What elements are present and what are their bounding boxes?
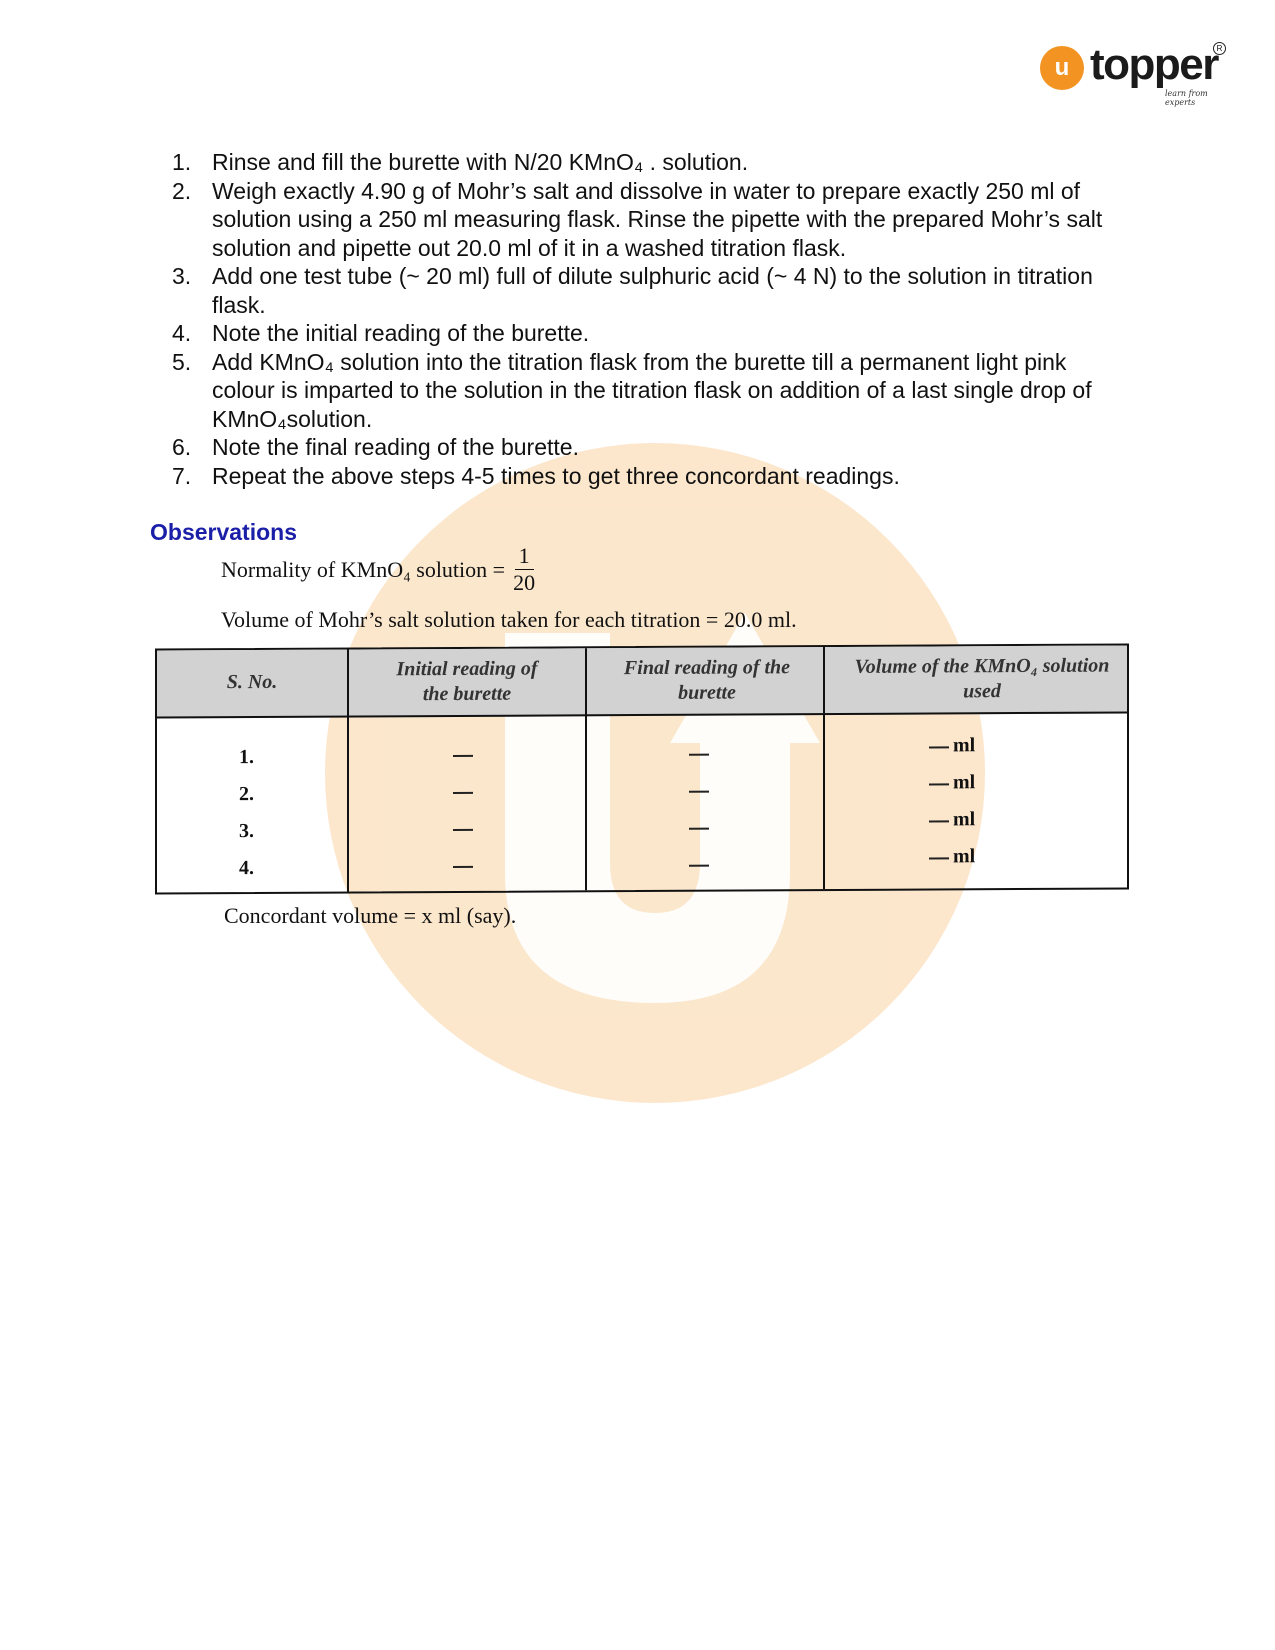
list-item bbox=[172, 433, 1122, 462]
step-number: 3. bbox=[172, 263, 192, 289]
fraction-numerator: 1 bbox=[515, 545, 534, 570]
normality-label: Normality of KMnO₄ solution = bbox=[221, 556, 506, 582]
list-item bbox=[172, 177, 1122, 263]
cell-volume-unit: ml bbox=[953, 734, 976, 757]
step-text: Add one test tube (~ 20 ml) full of dilute sulphuric acid (~ 4 N) to the solution in titration flask. bbox=[212, 263, 1093, 318]
cell-initial-blank bbox=[453, 792, 473, 794]
list-item bbox=[172, 348, 1122, 434]
cell-sno: 3. bbox=[239, 820, 254, 843]
cell-final-blank bbox=[689, 828, 709, 830]
list-item bbox=[172, 462, 1122, 491]
cell-volume-blank bbox=[929, 746, 949, 748]
cell-sno: 4. bbox=[239, 857, 254, 880]
step-number: 4. bbox=[172, 320, 192, 346]
step-text: Add KMnO₄ solution into the titration flask from the burette till a permanent light pink colour is imparted to the solution in the titration flask on addition of a last single drop of KMnO₄solution. bbox=[212, 348, 1092, 432]
step-text: Weigh exactly 4.90 g of Mohr’s salt and dissolve in water to prepare exactly 250 ml of solution using a 250 ml measuring flask. Rinse the pipette with the prepared Mohr’s salt solution and pipette out 20.0 ml of it in a washed titration flask. bbox=[212, 177, 1103, 261]
observations-heading: Observations bbox=[150, 519, 297, 545]
topper-logo bbox=[1040, 40, 1240, 107]
list-item bbox=[172, 319, 1122, 348]
header-volume: Volume of the KMnO₄ solution used bbox=[854, 654, 1110, 703]
logo-tagline: learn from experts bbox=[1165, 89, 1208, 107]
cell-initial-blank bbox=[453, 829, 473, 831]
cell-initial-blank bbox=[453, 866, 473, 868]
list-item bbox=[172, 148, 1122, 177]
cell-final-blank bbox=[689, 754, 709, 756]
cell-final-blank bbox=[689, 791, 709, 793]
header-sno: S. No. bbox=[226, 670, 278, 694]
cell-volume-unit: ml bbox=[953, 808, 976, 831]
step-number: 7. bbox=[172, 462, 192, 489]
normality-fraction bbox=[513, 545, 535, 594]
header-final: Final reading of the burette bbox=[623, 656, 791, 704]
logo-mark-icon: u bbox=[1040, 46, 1084, 90]
cell-volume-unit: ml bbox=[953, 845, 976, 868]
volume-line: Volume of Mohr’s salt solution taken for each titration = 20.0 ml. bbox=[221, 607, 797, 632]
step-text: Note the final reading of the burette. bbox=[212, 434, 579, 460]
cell-initial-blank bbox=[453, 755, 473, 757]
observation-table bbox=[155, 643, 1129, 894]
step-number: 2. bbox=[172, 177, 192, 204]
concordant-volume: Concordant volume = x ml (say). bbox=[224, 903, 517, 928]
procedure-steps bbox=[172, 148, 1122, 490]
step-number: 6. bbox=[172, 434, 192, 460]
step-number: 5. bbox=[172, 348, 192, 375]
cell-sno: 1. bbox=[239, 746, 254, 769]
cell-volume-blank bbox=[929, 783, 949, 785]
cell-volume-blank bbox=[929, 820, 949, 822]
fraction-denominator: 20 bbox=[513, 570, 536, 595]
cell-sno: 2. bbox=[239, 783, 254, 806]
step-text: Repeat the above steps 4-5 times to get three concordant readings. bbox=[212, 462, 900, 489]
step-text: Rinse and fill the burette with N/20 KMnO₄ . solution. bbox=[212, 149, 749, 175]
logo-wordmark: topper bbox=[1090, 40, 1218, 89]
step-number: 1. bbox=[172, 149, 192, 175]
cell-volume-unit: ml bbox=[953, 771, 976, 794]
step-text: Note the initial reading of the burette. bbox=[212, 320, 590, 346]
cell-final-blank bbox=[689, 865, 709, 867]
list-item bbox=[172, 262, 1122, 319]
registered-mark: R bbox=[1213, 42, 1226, 55]
header-initial: Initial reading of the burette bbox=[396, 657, 538, 706]
cell-volume-blank bbox=[929, 857, 949, 859]
normality-line bbox=[221, 545, 535, 594]
